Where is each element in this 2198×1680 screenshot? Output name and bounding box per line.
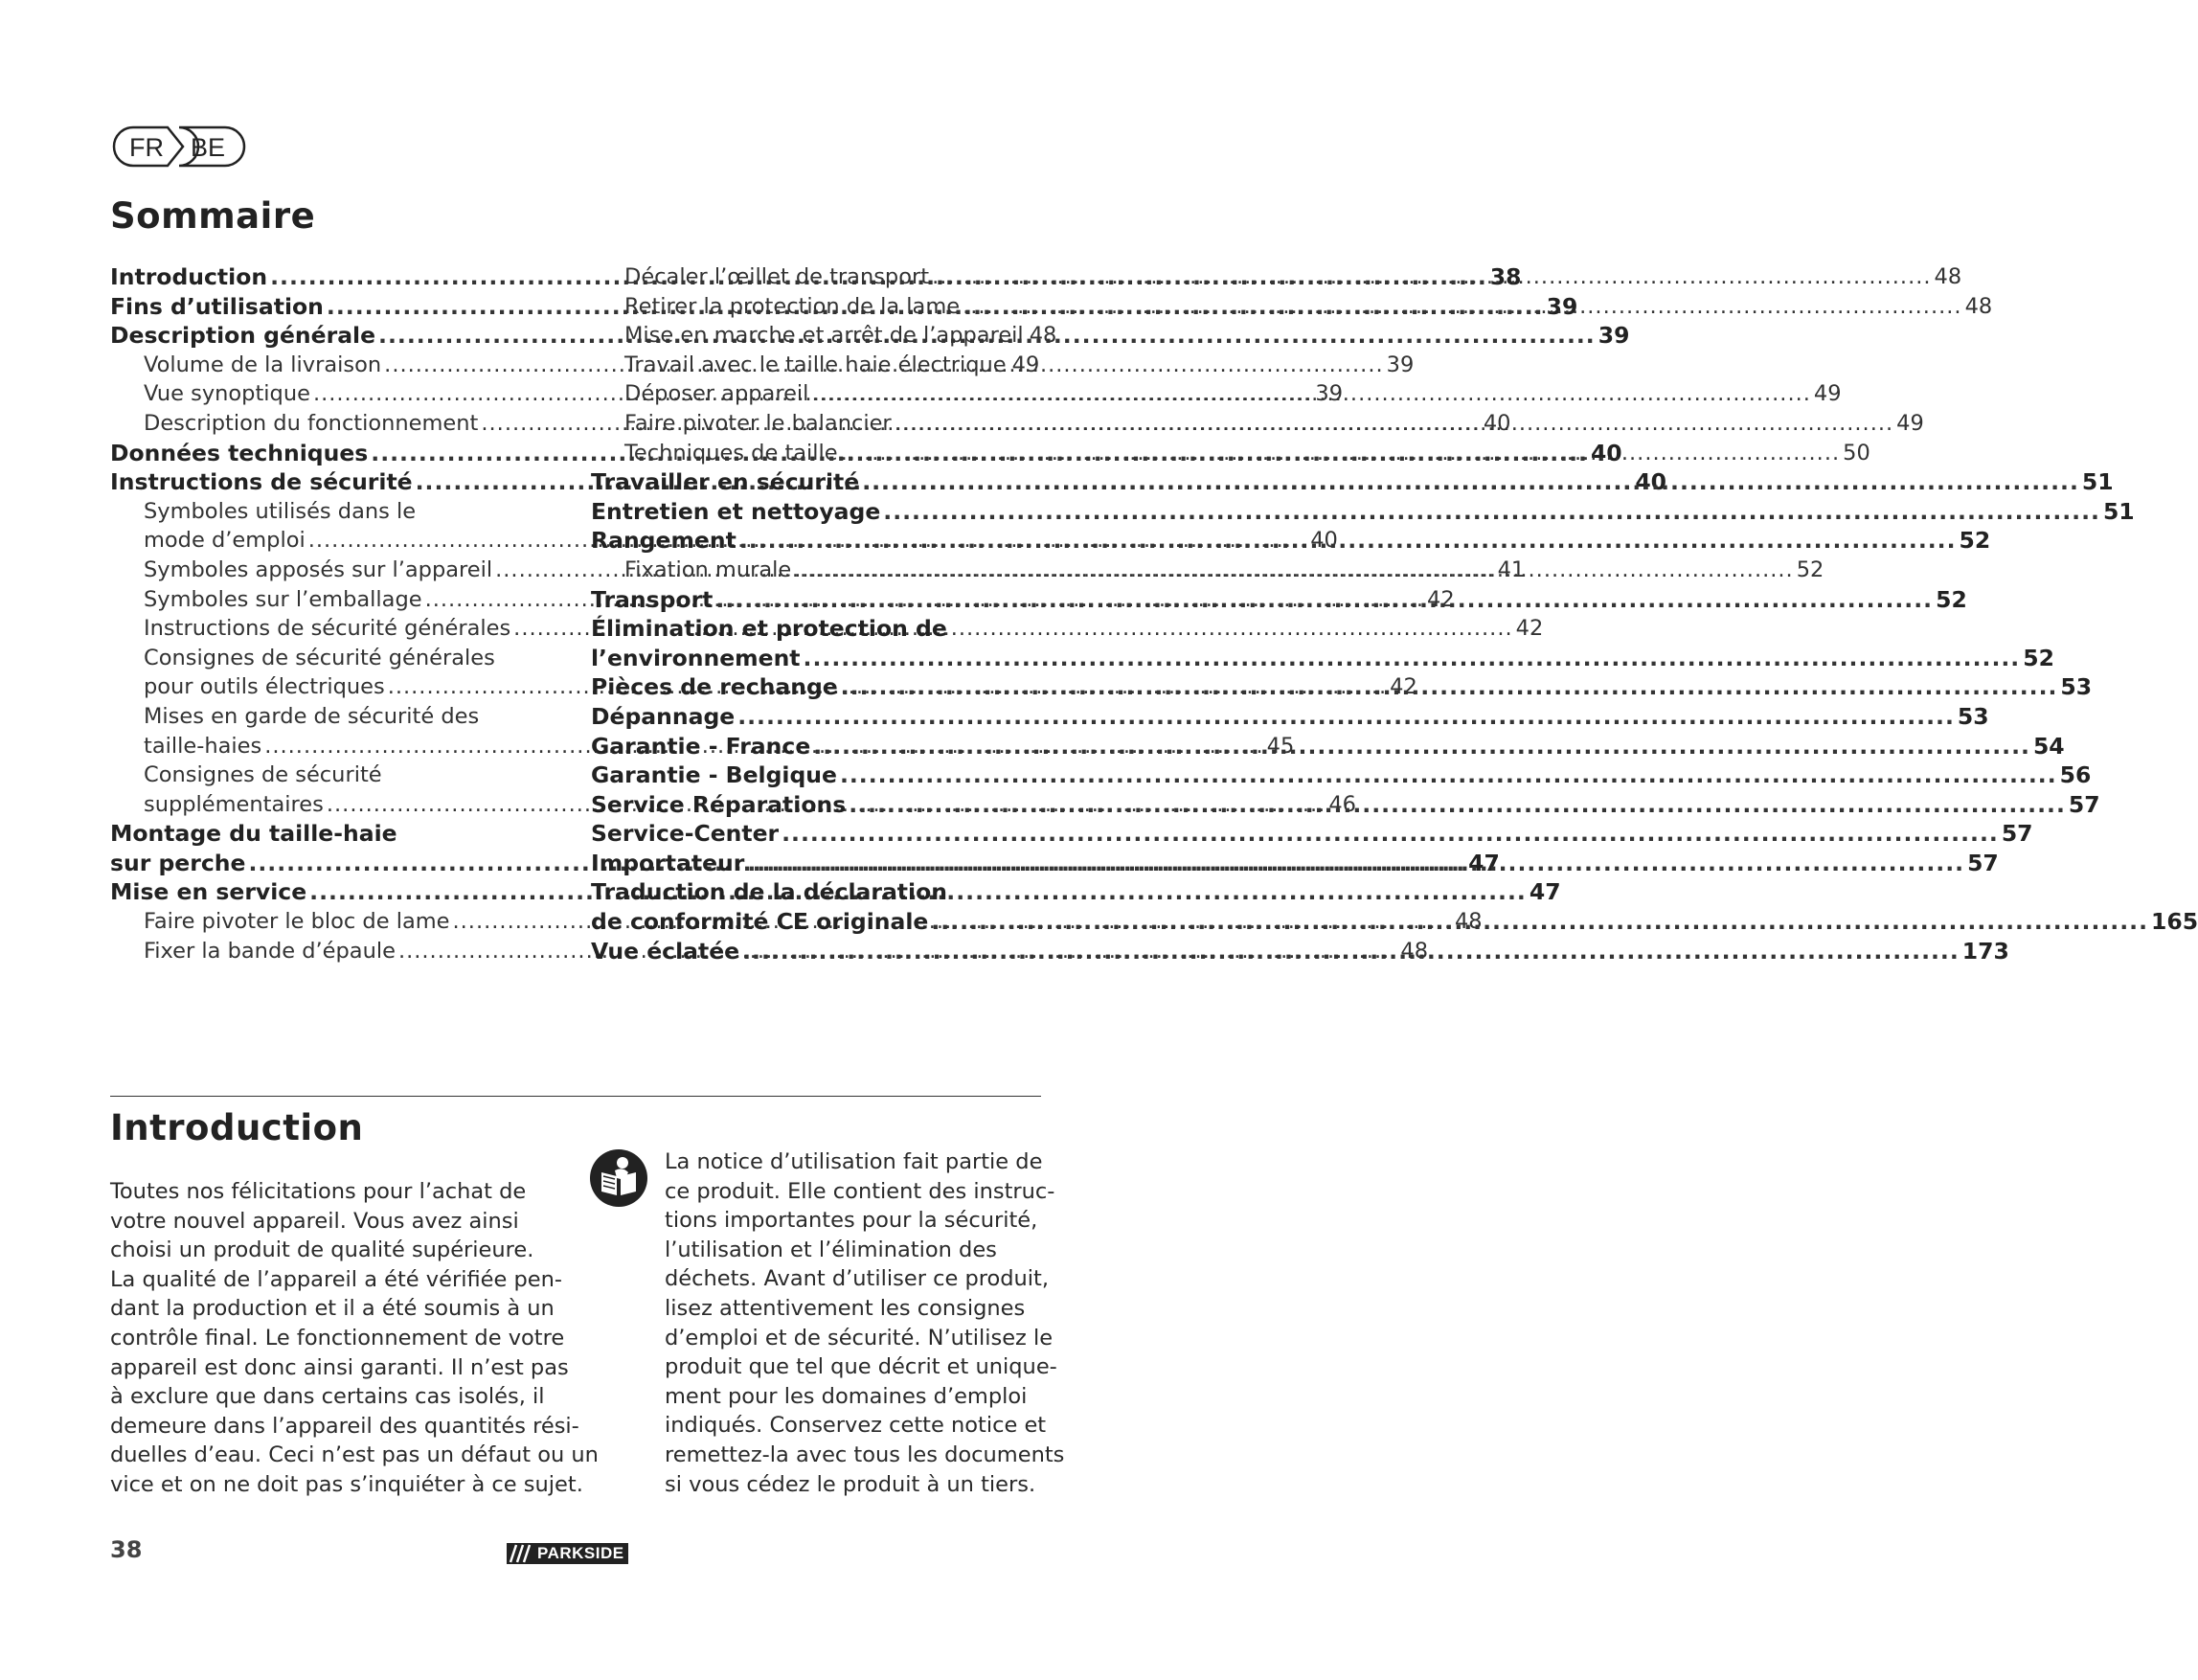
toc-entry [110,761,558,790]
paragraph-line: duelles d’eau. Ceci n’est pas un défaut ou un [110,1442,599,1468]
toc-entry-page: 38 [1489,263,1522,290]
toc-entry-label: Mises en garde de sécurité des [144,703,480,729]
toc-entry-label: Mise en marche et arrêt de l’appareil [624,323,1024,349]
toc-entry-page: 39 [1546,292,1578,320]
paragraph-line: vice et on ne doit pas s’inquiéter à ce sujet. [110,1471,583,1497]
toc-leader-dots [742,937,1960,966]
brand-name: PARKSIDE [533,1543,628,1564]
toc-entry-page: 52 [1936,585,1967,613]
read-manual-icon [588,1147,649,1209]
toc-entry-label: Mise en service [110,878,307,906]
paragraph-line: La qualité de l’appareil a été vérifiée pen- [110,1266,562,1292]
toc-entry-label: Rangement [591,527,736,555]
language-badges [110,124,263,170]
badge-be: BE [191,133,226,162]
toc-entry-label: Fixer la bande d’épaule [144,938,396,964]
toc-entry-label: sur perche [110,849,246,876]
paragraph-line: Toutes nos félicitations pour l’achat de [110,1179,527,1204]
toc-leader-dots [739,526,1957,556]
toc-entry-page: 49 [1896,410,1924,436]
toc-entry-page: 39 [1386,352,1415,377]
toc-entry-page: 57 [2068,790,2100,818]
toc-entry-label: Montage du taille-haie [110,820,397,848]
paragraph-line: contrôle final. Le fonctionnement de votre [110,1325,565,1351]
toc-entry-page: 39 [1598,322,1630,350]
paragraph-line: demeure dans l’appareil des quantités rési- [110,1413,579,1439]
toc-leader-dots [782,819,1999,849]
toc-entry-label: Données techniques [110,439,369,466]
toc-entry [591,351,1039,380]
introduction-left-paragraph [110,1177,599,1500]
toc-entry-page: 56 [2059,761,2092,789]
toc-entry-page: 52 [1796,556,1824,582]
toc-entry-page: 48 [1934,264,1962,289]
paragraph-line: La notice d’utilisation fait partie de [665,1149,1043,1174]
paragraph-line: tions importantes pour la sécurité, [665,1208,1038,1234]
toc-entry [110,644,558,673]
toc-entry-page: 57 [1967,849,1999,876]
toc-entry-page: 48 [1454,909,1483,935]
toc-leader-dots [794,556,1793,585]
toc-leader-dots [849,790,2066,820]
parkside-logo [507,1542,628,1565]
toc-entry-label: Traduction de la déclaration [591,878,947,906]
toc-entry-page: 40 [1483,410,1511,436]
paragraph-line: choisi un produit de qualité supérieure. [110,1237,534,1263]
toc-entry-label: Symboles utilisés dans le [144,498,417,524]
toc-entry-label: Instructions de sécurité [110,468,413,496]
toc-entry-label: Travail avec le taille haie électrique [624,352,1007,377]
toc-entry-page: 41 [1497,556,1526,582]
toc-entry-page: 40 [1590,439,1622,466]
toc-entry-label: Déposer appareil [624,381,809,407]
toc-entry-label: Dépannage [591,702,736,730]
introduction-title: Introduction [110,1107,364,1148]
toc-leader-dots [841,672,2058,702]
toc-entry-label: Introduction [110,263,268,290]
toc-entry-page: 46 [1328,791,1356,817]
toc-entry-label: Entretien et nettoyage [591,497,881,525]
paragraph-line: d’emploi et de sécurité. N’utilisez le [665,1325,1054,1351]
toc-leader-dots [931,907,2148,937]
toc-leader-dots [737,702,1955,732]
toc-leader-dots [963,292,1961,322]
toc-entry-label: Consignes de sécurité [144,762,382,788]
toc-entry-page: 51 [2081,468,2114,496]
toc-title: Sommaire [110,195,316,237]
section-divider [110,1096,1041,1097]
toc-entry [591,761,2092,790]
toc-entry-label: Fins d’utilisation [110,292,324,320]
toc-entry-label: de conformité CE originale [591,908,929,936]
paragraph-line: remettez-la avec tous les documents [665,1442,1065,1467]
toc-entry-label: Garantie - France [591,732,811,760]
paragraph-line: l’utilisation et l’élimination des [665,1237,997,1262]
toc-entry [591,877,1039,907]
toc-entry-label: Faire pivoter le bloc de lame [144,909,450,935]
toc-entry-page: 52 [2023,644,2054,671]
paragraph-line: indiqués. Conservez cette notice et [665,1413,1047,1439]
parkside-slashes-icon [507,1543,533,1564]
badge-fr: FR [129,133,164,162]
paragraph-line: à exclure que dans certains cas isolés, il [110,1384,545,1410]
toc-entry-page: 54 [2032,732,2065,760]
toc-entry-label: supplémentaires [144,791,324,817]
toc-entry-page: 49 [1813,381,1842,407]
toc-entry [110,702,558,732]
toc-entry-page: 42 [1427,586,1455,612]
toc-entry-page: 53 [1957,702,1989,730]
toc-leader-dots [813,732,2030,761]
paragraph-line: ce produit. Elle contient des instruc- [665,1178,1055,1204]
toc-entry [591,702,1989,732]
toc-entry [591,321,1057,351]
toc-entry-label: Vue éclatée [591,937,740,965]
toc-entry-label: Service-Center [591,820,780,848]
toc-entry-label: Importateur [591,849,745,876]
toc-entry-page: 49 [1011,352,1040,377]
toc-leader-dots [804,644,2021,673]
toc-leader-dots [811,379,1810,409]
toc-entry-label: Retirer la protection de la lame [624,293,961,319]
toc-entry-page: 45 [1266,733,1295,759]
toc-entry-page: 39 [1315,381,1344,407]
toc-entry-label: Décaler l’œillet de transport [624,264,930,289]
toc-entry [110,497,558,527]
toc-entry [591,644,2054,673]
toc-entry-label: Symboles sur l’emballage [144,586,422,612]
toc-entry-label: Description générale [110,322,376,350]
toc-entry-label: Élimination et protection de [591,615,947,643]
toc-entry-label: Techniques de taille [624,440,838,465]
toc-entry-label: Symboles apposés sur l’appareil [144,556,493,582]
toc-entry-label: l’environnement [591,644,801,671]
toc-entry-label: Pièces de rechange [591,673,838,701]
paragraph-line: dant la production et il a été soumis à un [110,1296,555,1322]
toc-entry-label: Garantie - Belgique [591,761,837,789]
toc-entry-page: 50 [1843,440,1870,465]
toc-entry-page: 42 [1515,616,1544,642]
toc-entry [110,819,558,849]
toc-entry-label: mode d’emploi [144,528,306,554]
toc-entry-page: 57 [2001,820,2033,848]
toc-entry-label: Travailler en sécurité [591,468,860,496]
toc-leader-dots [841,439,1840,468]
toc-leader-dots [883,497,2100,527]
paragraph-line: appareil est donc ainsi garanti. Il n’est pas [110,1354,569,1380]
toc-entry-label: Instructions de sécurité générales [144,616,511,642]
paragraph-line: déchets. Avant d’utiliser ce produit, [665,1266,1050,1292]
toc-leader-dots [747,849,1964,878]
toc-entry-page: 53 [2060,673,2093,701]
toc-leader-dots [715,585,1933,615]
toc-entry [591,497,2135,527]
toc-entry-label: Vue synoptique [144,381,310,407]
toc-entry-label: Transport [591,585,714,613]
toc-entry [591,819,2033,849]
toc-entry-label: Consignes de sécurité générales [144,645,495,670]
paragraph-line: si vous cédez le produit à un tiers. [665,1471,1036,1497]
toc-entry-label: Service Réparations [591,790,847,818]
toc-entry-page: 165 [2151,908,2198,936]
toc-leader-dots [840,761,2057,790]
paragraph-line: produit que tel que décrit et unique- [665,1354,1057,1380]
toc-entry-label: Faire pivoter le balancier [624,410,892,436]
toc-entry [591,614,1039,644]
toc-entry-page: 40 [1635,468,1667,496]
toc-entry-page: 51 [2102,497,2135,525]
toc-entry-label: Fixation murale [624,556,792,582]
toc-entry-label: Description du fonctionnement [144,410,479,436]
toc-entry-label: Volume de la livraison [144,352,382,377]
toc-entry-label: pour outils électriques [144,674,385,700]
toc-entry-page: 40 [1310,528,1338,554]
toc-entry-page: 52 [1959,527,1991,555]
introduction-right-paragraph [665,1147,1064,1499]
toc-entry-page: 42 [1390,674,1417,700]
toc-entry-label: taille-haies [144,733,262,759]
toc-leader-dots [895,409,1893,439]
paragraph-line: lisez attentivement les consignes [665,1295,1026,1321]
paragraph-line: ment pour les domaines d’emploi [665,1383,1028,1409]
toc-leader-dots [932,262,1931,292]
toc-entry-page: 173 [1961,937,2009,965]
paragraph-line: votre nouvel appareil. Vous avez ainsi [110,1208,519,1234]
toc-entry-page: 47 [1529,878,1561,906]
toc-entry-page: 48 [1964,293,1993,319]
toc-leader-dots [862,467,2079,497]
toc-entry-page: 48 [1400,938,1429,964]
toc-entry-page: 48 [1029,323,1057,349]
page-number: 38 [110,1536,143,1563]
toc-entry-page: 47 [1468,849,1500,876]
